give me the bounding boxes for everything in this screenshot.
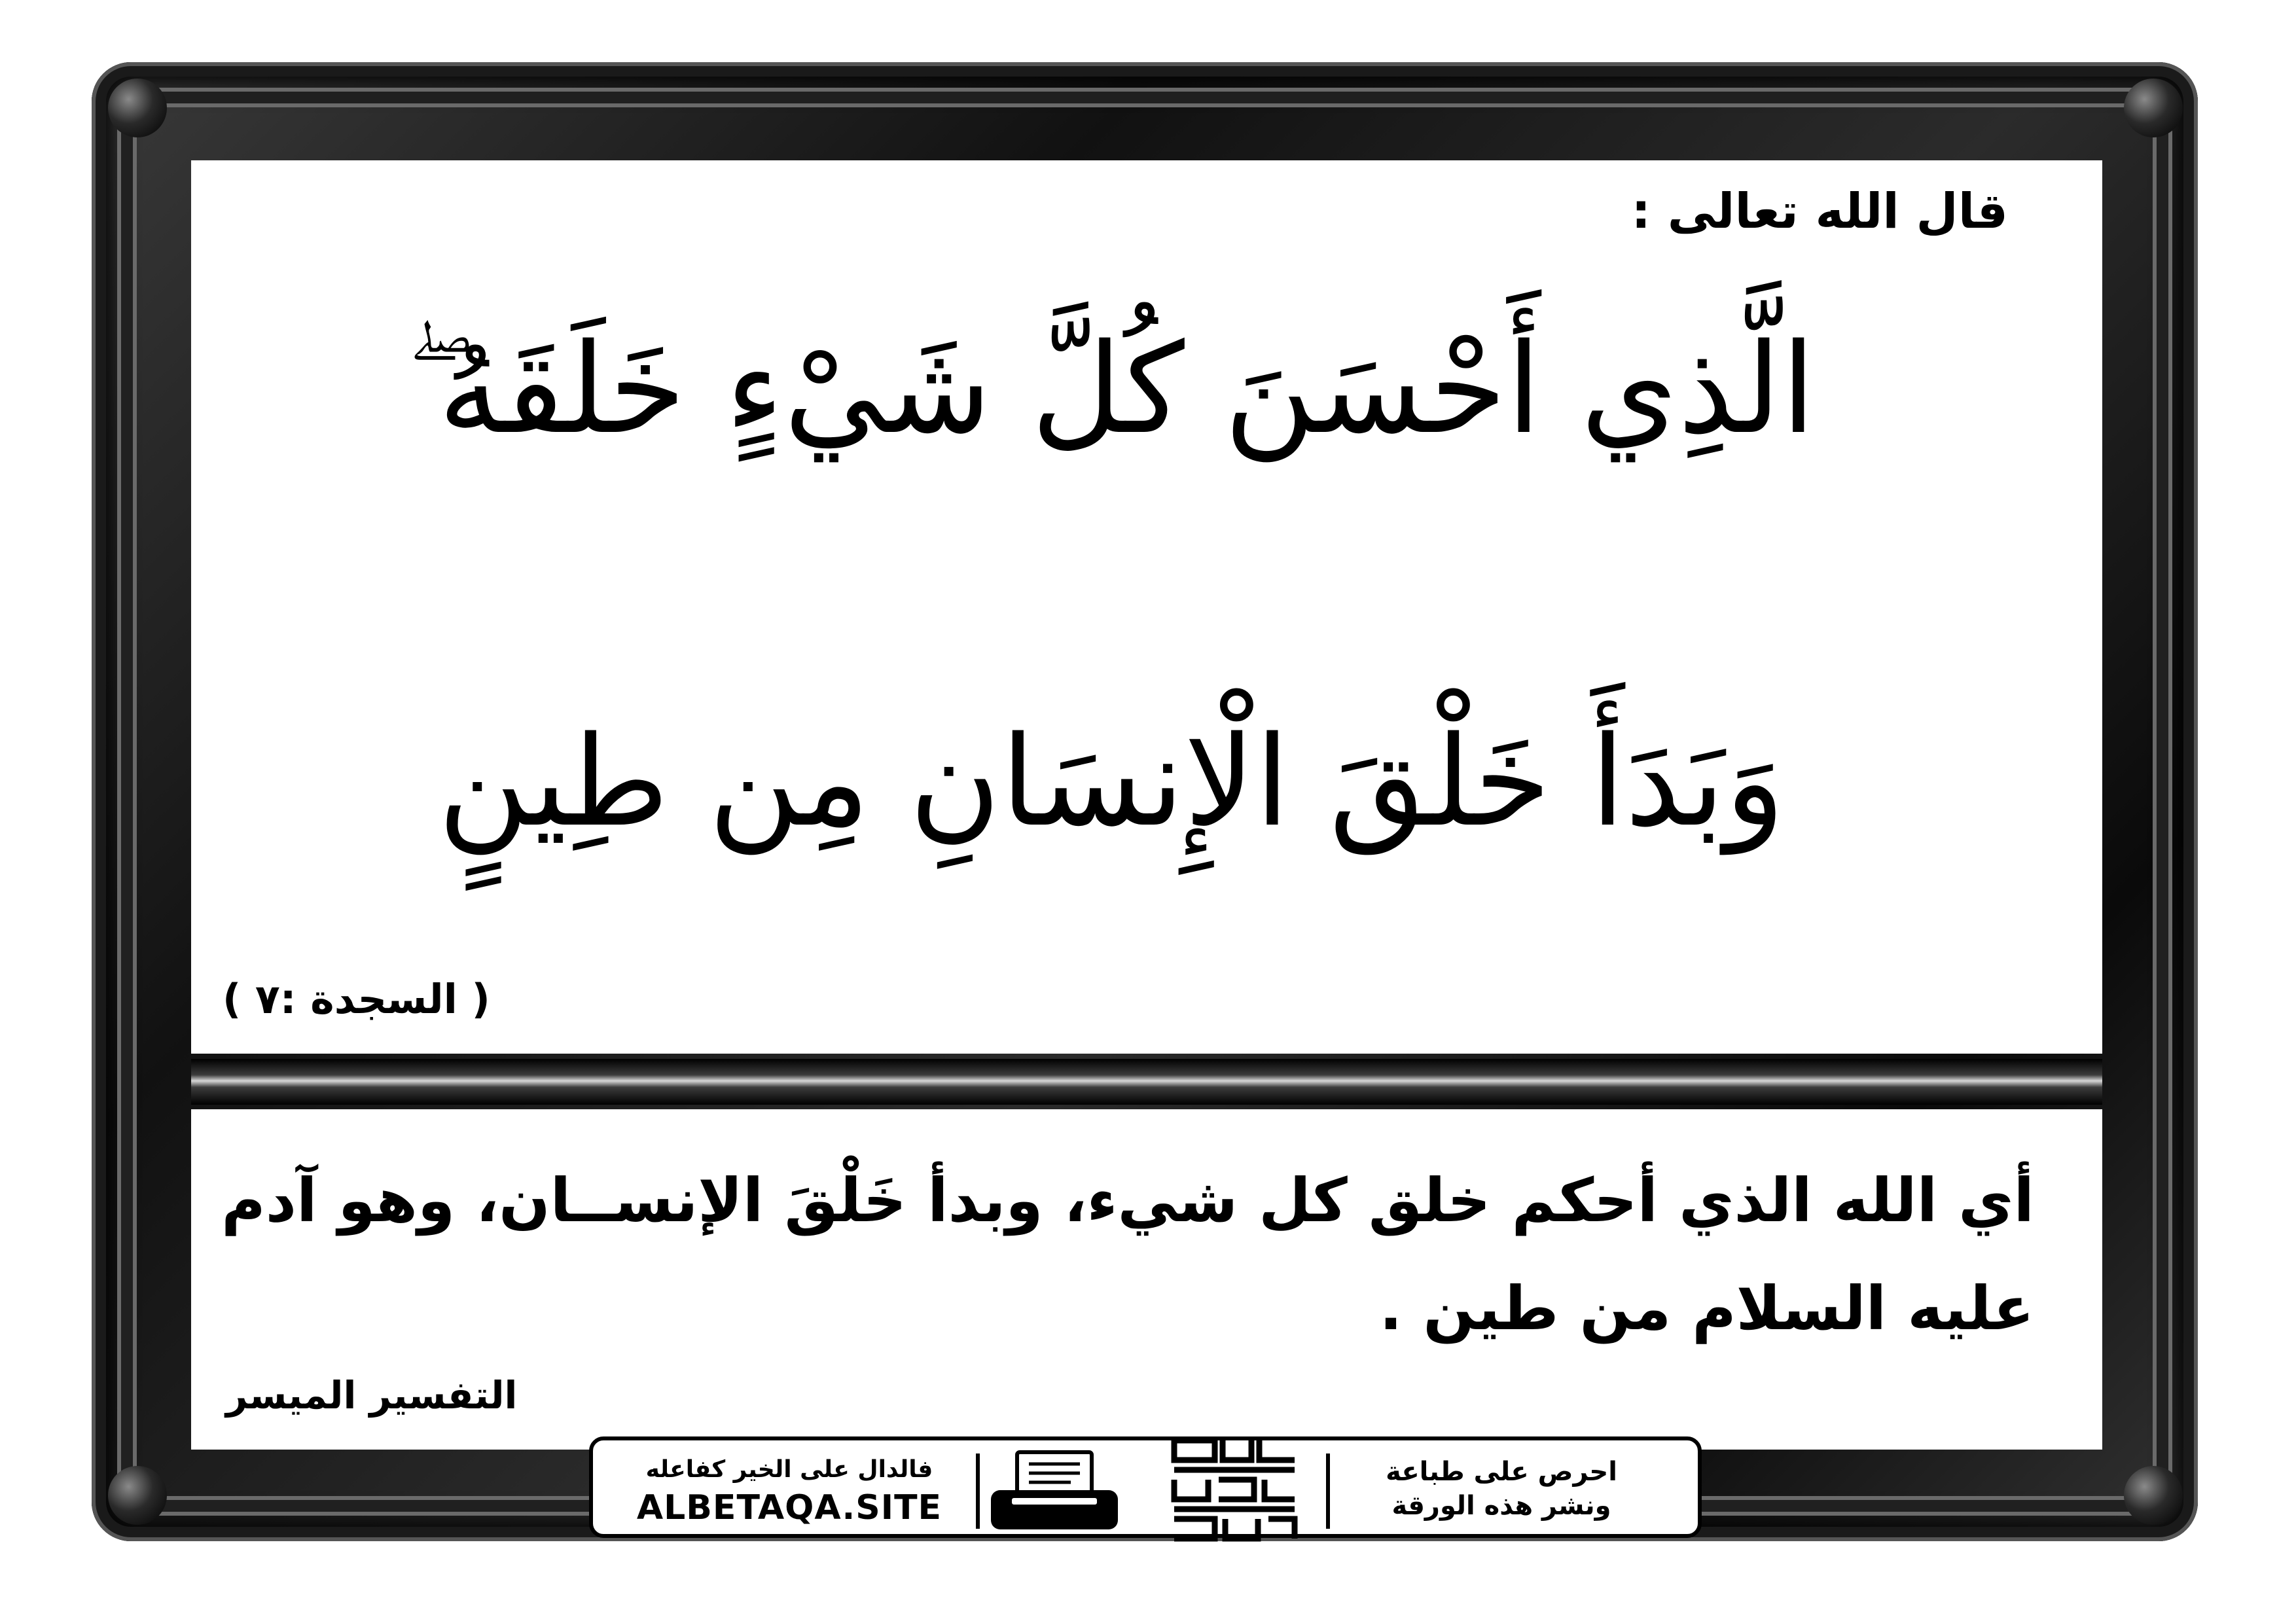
footer-urge-block [1331, 1440, 1672, 1534]
footer-urge-line-2: ونشر هذه الورقة [1391, 1491, 1611, 1521]
printer-icon [986, 1450, 1123, 1533]
footer-bar [589, 1436, 1702, 1538]
verse-panel [191, 160, 2102, 1054]
frame-corner-bottom-left [108, 1466, 167, 1525]
intro-heading: قال الله تعالى : [1631, 183, 2008, 240]
verse-reference: ( السجدة :٧ ) [223, 975, 490, 1023]
frame-corner-top-left [108, 79, 167, 137]
footer-separator [1326, 1454, 1330, 1529]
tafsir-line-2: عليه السلام من طين . [1379, 1274, 2034, 1344]
frame-corner-top-right [2124, 79, 2183, 137]
footer-site-block [613, 1440, 966, 1534]
verse-line-2: وَبَدَأَ خَلْقَ الْإِنسَانِ مِن طِينٍ [437, 709, 1785, 854]
tafsir-line-1: أي الله الذي أحكم خلق كل شيء، وبدأ خَلْقَ الإنســان، وهو آدم [221, 1166, 2034, 1236]
footer-urge-line-1: احرص على طباعة [1386, 1457, 1617, 1487]
kufic-logo [1169, 1434, 1300, 1548]
verse-line-1: الَّذِي أَحْسَنَ كُلَّ شَيْءٍ خَلَقَهُ ۖ [406, 317, 1816, 461]
footer-site[interactable]: ALBETAQA.SITE [636, 1488, 942, 1527]
footer-separator [976, 1454, 980, 1529]
tafsir-source: التفسير الميسر [226, 1373, 518, 1418]
footer-motto: فالدال على الخير كفاعله [645, 1456, 933, 1483]
panel-divider [191, 1059, 2102, 1105]
frame-corner-bottom-right [2124, 1466, 2183, 1525]
